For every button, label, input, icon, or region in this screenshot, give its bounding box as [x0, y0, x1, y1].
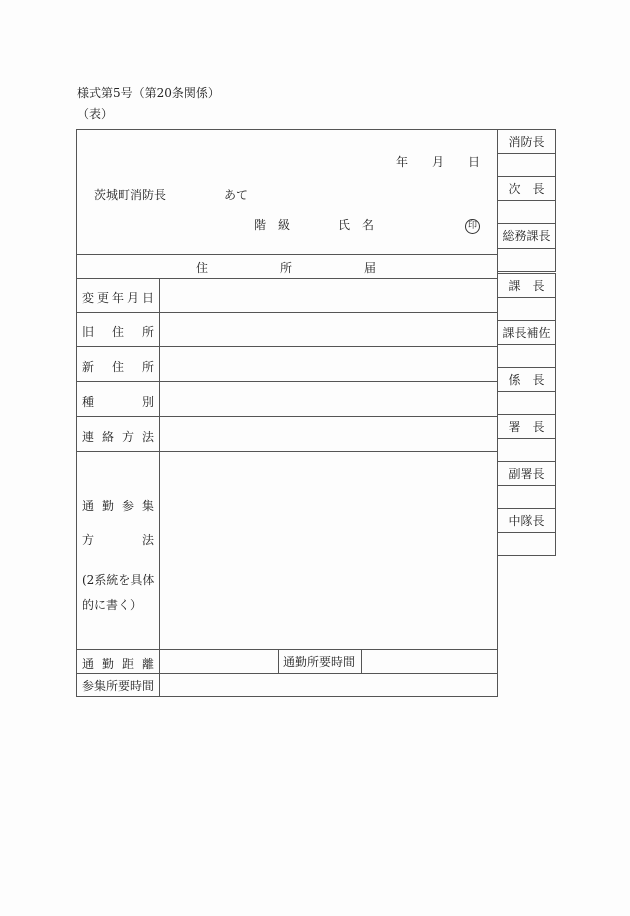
seal-icon: 印	[465, 219, 480, 234]
label-char: 住	[111, 360, 124, 374]
contact-method-field[interactable]	[161, 418, 496, 450]
stamp-title-station-chief: 署 長	[497, 414, 556, 439]
divider	[76, 278, 498, 279]
stamp-box-deputy-station-chief[interactable]	[497, 485, 556, 509]
divider	[278, 649, 279, 673]
stamp-title-assistant-chief: 課長補佐	[497, 320, 556, 345]
stamp-box-section-chief[interactable]	[497, 297, 556, 321]
label-char: 勤	[101, 499, 114, 513]
label-char: 絡	[101, 430, 114, 444]
label-char: 方	[121, 430, 134, 444]
label-char: 所	[141, 325, 154, 339]
stamp-box-deputy[interactable]	[497, 200, 556, 224]
label-char: 所	[141, 360, 154, 374]
row-label-old-address	[82, 323, 154, 340]
assembly-time-label: 参集所要時間	[82, 679, 155, 693]
stamp-title-general-affairs: 総務課長	[497, 223, 556, 249]
addressee-suffix: あて	[224, 188, 249, 202]
commute-method-field[interactable]	[161, 453, 496, 648]
form-number: 様式第5号（第20条関係）	[77, 86, 220, 100]
form-title	[196, 259, 376, 276]
old-address-field[interactable]	[161, 314, 496, 345]
label-char: 種	[82, 395, 95, 409]
divider	[76, 312, 498, 313]
commute-method-note-1: (2系統を具体	[82, 573, 155, 587]
row-label-new-address	[82, 358, 154, 375]
row-label-commute-distance	[82, 655, 154, 672]
row-label-contact-method	[82, 428, 154, 445]
commute-distance-field[interactable]	[161, 651, 277, 672]
divider	[76, 254, 498, 255]
name-label: 氏 名	[338, 218, 375, 232]
stamp-title-deputy-station-chief: 副署長	[497, 461, 556, 486]
stamp-title-chief: 消防長	[497, 129, 556, 154]
addressee: 茨城町消防長	[94, 188, 167, 202]
rank-label: 階 級	[254, 218, 291, 232]
label-char: 方	[82, 533, 95, 547]
label-char: 新	[82, 360, 95, 374]
title-char: 所	[279, 261, 292, 275]
commute-time-label: 通勤所要時間	[283, 655, 356, 669]
seal-mark	[465, 217, 480, 234]
label-char: 集	[141, 499, 154, 513]
stamp-title-section-chief: 課 長	[497, 273, 556, 298]
divider	[76, 381, 498, 382]
label-char: 離	[141, 657, 154, 671]
title-char: 住	[196, 261, 209, 275]
row-label-type	[82, 393, 154, 410]
date-line	[396, 153, 480, 170]
form-side-label: （表）	[77, 107, 114, 121]
title-char: 届	[363, 261, 376, 275]
divider	[361, 649, 362, 673]
divider	[76, 416, 498, 417]
stamp-title-subsection-chief: 係 長	[497, 367, 556, 392]
row-label-change-date	[82, 289, 154, 306]
label-char: 法	[141, 430, 154, 444]
row-label-commute-method	[82, 497, 154, 514]
label-char: 更	[96, 291, 109, 305]
stamp-box-assistant-chief[interactable]	[497, 344, 556, 368]
label-char: 通	[82, 657, 95, 671]
label-char: 法	[141, 533, 154, 547]
label-char: 変	[82, 291, 95, 305]
label-char: 日	[141, 291, 154, 305]
label-char: 年	[111, 291, 124, 305]
stamp-box-subsection-chief[interactable]	[497, 391, 556, 415]
commute-time-field[interactable]	[363, 651, 496, 672]
label-char: 連	[82, 430, 95, 444]
new-address-field[interactable]	[161, 348, 496, 380]
stamp-box-station-chief[interactable]	[497, 438, 556, 462]
label-char: 参	[121, 499, 134, 513]
label-char: 住	[111, 325, 124, 339]
stamp-box-general-affairs[interactable]	[497, 248, 556, 272]
label-char: 月	[126, 291, 139, 305]
row-label-commute-method-2	[82, 531, 154, 548]
divider	[76, 673, 498, 674]
year-label: 年	[396, 155, 409, 169]
change-date-field[interactable]	[161, 280, 496, 311]
label-column-divider	[159, 278, 160, 697]
label-char: 旧	[82, 325, 95, 339]
divider	[76, 649, 498, 650]
type-field[interactable]	[161, 383, 496, 415]
label-char: 別	[141, 395, 154, 409]
divider	[76, 346, 498, 347]
stamp-box-chief[interactable]	[497, 153, 556, 177]
month-label: 月	[431, 155, 444, 169]
assembly-time-field[interactable]	[161, 675, 496, 696]
stamp-title-company-commander: 中隊長	[497, 508, 556, 533]
stamp-box-company-commander[interactable]	[497, 532, 556, 556]
divider	[76, 451, 498, 452]
stamp-title-deputy: 次 長	[497, 176, 556, 201]
label-char: 勤	[101, 657, 114, 671]
label-char: 距	[121, 657, 134, 671]
label-char: 通	[82, 499, 95, 513]
commute-method-note-2: 的に書く）	[82, 598, 143, 612]
day-label: 日	[467, 155, 480, 169]
